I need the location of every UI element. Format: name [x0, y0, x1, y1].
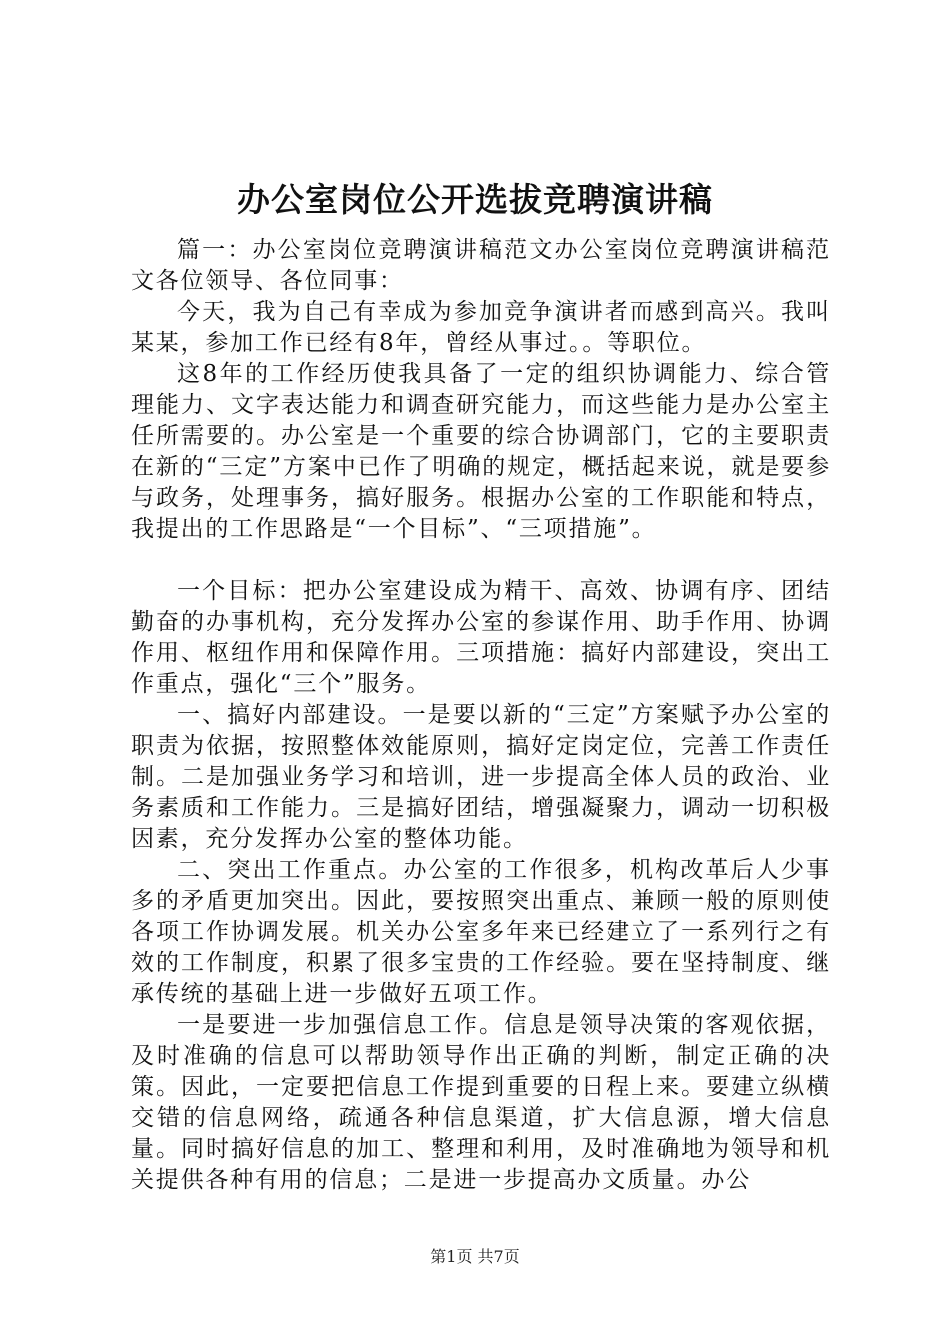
paragraph-7: 一是要进一步加强信息工作。信息是领导决策的客观依据，及时准确的信息可以帮助领导作出正确的判断，制定正确的决策。因此，一定要把信息工作提到重要的日程上来。要建立纵横交错的信息网络，疏通各种信息渠道，扩大信息源，增大信息量。同时搞好信息的加工、整理和利用，及时准确地为领导和机关提供各种有用的信息；二是进一步提高办文质量。办公 [131, 1012, 831, 1193]
document-body [131, 235, 831, 1196]
paragraph-4: 一个目标：把办公室建设成为精干、高效、协调有序、团结勤奋的办事机构，充分发挥办公室的参谋作用、助手作用、协调作用、枢纽作用和保障作用。三项措施：搞好内部建设，突出工作重点，强化“三个”服务。 [131, 578, 831, 697]
paragraph-3: 这8年的工作经历使我具备了一定的组织协调能力、综合管理能力、文字表达能力和调查研究能力，而这些能力是办公室主任所需要的。办公室是一个重要的综合协调部门，它的主要职责在新的“三定”方案中已作了明确的规定，概括起来说，就是要参与政务，处理事务，搞好服务。根据办公室的工作职能和特点，我提出的工作思路是“一个目标”、“三项措施”。 [131, 361, 831, 542]
paragraph-6: 二、突出工作重点。办公室的工作很多，机构改革后人少事多的矛盾更加突出。因此，要按照突出重点、兼顾一般的原则使各项工作协调发展。机关办公室多年来已经建立了一系列行之有效的工作制度，积累了很多宝贵的工作经验。要在坚持制度、继承传统的基础上进一步做好五项工作。 [131, 857, 831, 1007]
paragraph-1: 篇一：办公室岗位竞聘演讲稿范文办公室岗位竞聘演讲稿范文各位领导、各位同事： [131, 237, 831, 294]
paragraph-5: 一、搞好内部建设。一是要以新的“三定”方案赋予办公室的职责为依据，按照整体效能原则，搞好定岗定位，完善工作责任制。二是加强业务学习和培训，进一步提高全体人员的政治、业务素质和工作能力。三是搞好团结，增强凝聚力，调动一切积极因素，充分发挥办公室的整体功能。 [131, 702, 831, 852]
document-title: 办公室岗位公开选拔竞聘演讲稿 [237, 180, 713, 219]
page-number-footer: 第1页 共7页 [430, 1247, 520, 1266]
paragraph-2: 今天，我为自己有幸成为参加竞争演讲者而感到高兴。我叫某某，参加工作已经有8年，曾经从事过。。等职位。 [131, 299, 831, 356]
